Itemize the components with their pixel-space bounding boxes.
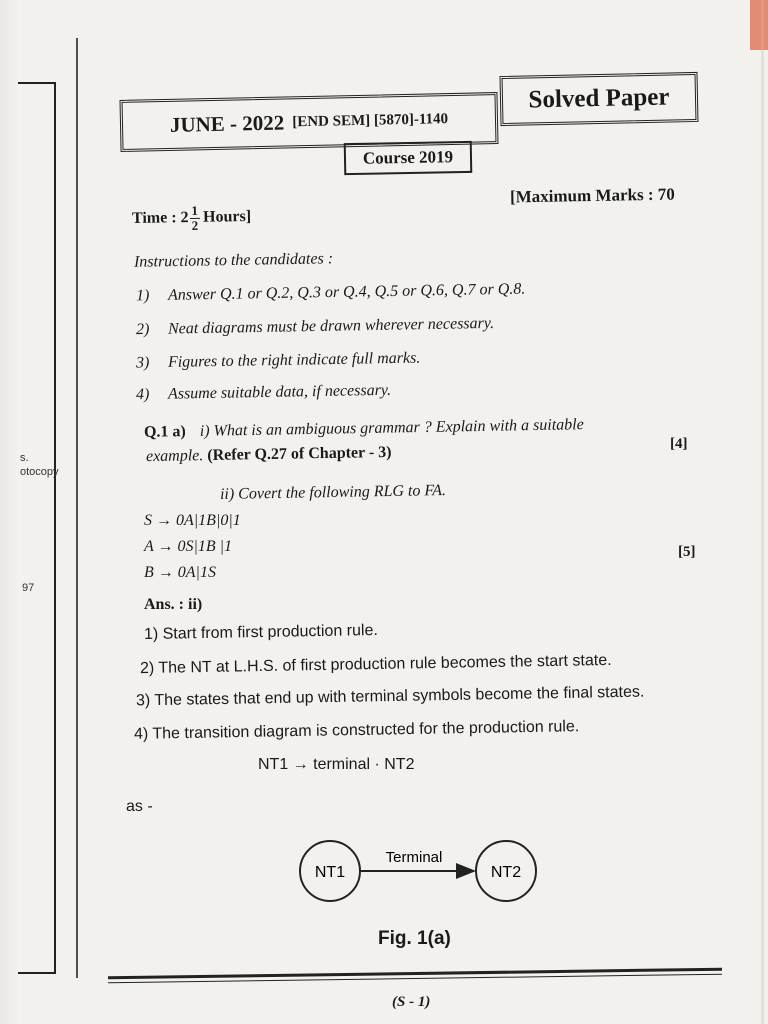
- chapter-reference: (Refer Q.27 of Chapter - 3): [207, 443, 392, 465]
- question-text: i) What is an ambiguous grammar ? Explain with a suitable: [199, 416, 584, 440]
- instructions-heading: Instructions to the candidates :: [133, 250, 334, 271]
- fraction-numerator: 1: [189, 204, 200, 219]
- maximum-marks: [Maximum Marks : 70: [509, 184, 675, 207]
- instruction-item: 4) Assume suitable data, if necessary.: [135, 381, 392, 404]
- course-badge: Course 2019: [344, 141, 473, 175]
- answer-step: 1) Start from first production rule.: [143, 621, 378, 644]
- time-prefix: Time : 2: [131, 209, 189, 228]
- figure-caption: Fig. 1(a): [378, 928, 451, 949]
- time-suffix: Hours]: [202, 208, 252, 226]
- question-label: Q.1 a): [143, 423, 186, 441]
- production-rule: S → 0A|1B|0|1: [144, 512, 241, 529]
- transition-diagram: [290, 834, 550, 910]
- instruction-item: 1) Answer Q.1 or Q.2, Q.3 or Q.4, Q.5 or Q.6, Q.7 or Q.8.: [135, 280, 526, 305]
- binding-line: [76, 38, 78, 978]
- marks-5: [5]: [678, 544, 696, 560]
- as-label: as -: [126, 798, 153, 815]
- state-label-nt2: NT2: [490, 864, 522, 881]
- solved-paper-badge: Solved Paper: [499, 72, 698, 126]
- marks-4: [4]: [670, 436, 688, 452]
- answer-step: 2) The NT at L.H.S. of first production rule becomes the start state.: [139, 651, 612, 678]
- page-edge-strip: [761, 0, 764, 1024]
- margin-fragment: 97: [22, 582, 35, 594]
- fraction-denominator: 2: [191, 217, 199, 233]
- margin-fragment: otocopy: [20, 466, 59, 478]
- margin-fragment: s.: [20, 452, 29, 464]
- time-allowed: [132, 203, 252, 233]
- transition-label: Terminal: [385, 849, 443, 866]
- page-number: (S - 1): [392, 994, 431, 1010]
- question-1a-i-continued: example. (Refer Q.27 of Chapter - 3): [145, 443, 392, 466]
- state-label-nt1: NT1: [314, 864, 346, 881]
- time-fraction: [189, 204, 200, 232]
- answer-label: Ans. : ii): [144, 596, 203, 613]
- instruction-item: 2) Neat diagrams must be drawn wherever necessary.: [135, 314, 495, 339]
- question-1a-ii: ii) Covert the following RLG to FA.: [219, 482, 447, 503]
- exam-detail: [END SEM] [5870]-1140: [292, 110, 449, 130]
- production-form: NT1 → terminal · NT2: [258, 756, 415, 773]
- answer-step: 4) The transition diagram is constructed for the production rule.: [133, 718, 580, 743]
- question-1a-i: [144, 416, 584, 442]
- exam-session: JUNE - 2022: [169, 110, 285, 137]
- instruction-item: 3) Figures to the right indicate full marks.: [135, 349, 421, 372]
- page-edge-tab: [750, 0, 768, 50]
- production-rule: B → 0A|1S: [144, 564, 216, 581]
- production-rule: A → 0S|1B |1: [144, 538, 233, 555]
- answer-step: 3) The states that end up with terminal symbols become the final states.: [135, 683, 645, 710]
- previous-page-border: [18, 82, 56, 974]
